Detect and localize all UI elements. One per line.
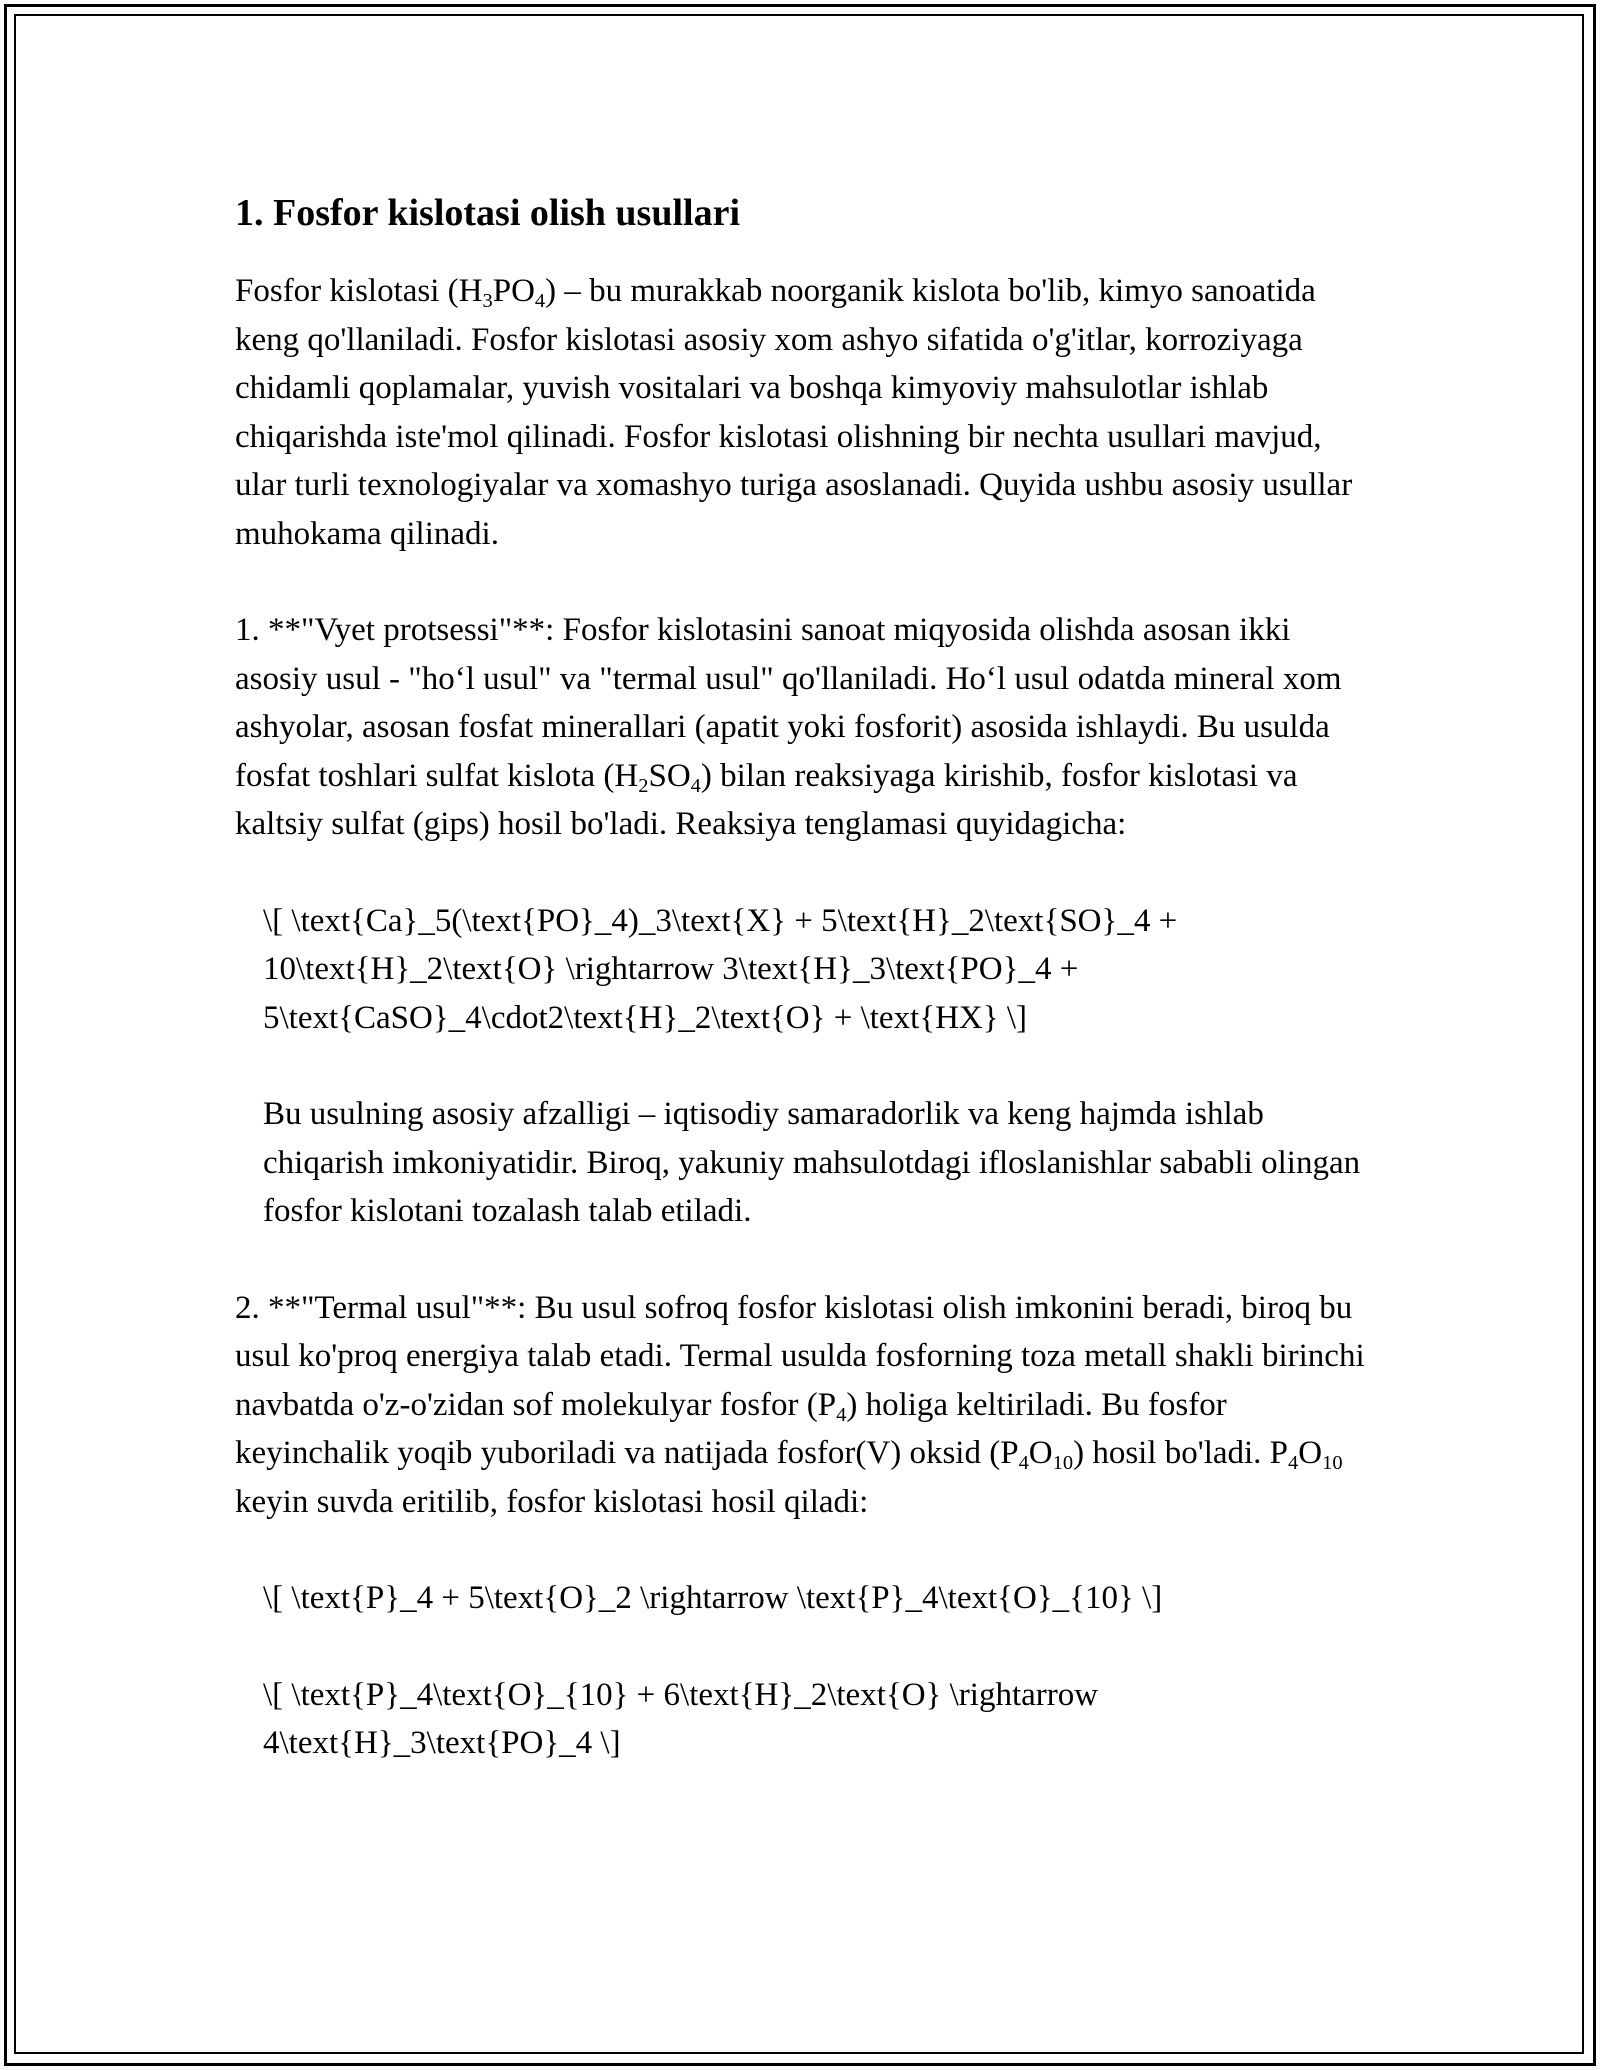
equation-2: \[ \text{P}_4 + 5\text{O}_2 \rightarrow \text{P}_4\text{O}_{10} \] [263, 1580, 1163, 1616]
method1-text-c: ) bilan reaksiyaga kirishib, fosfor kislotasi va kaltsiy sulfat (gips) hosil bo'ladi. Reaksiya tenglamasi quyidagicha: [235, 757, 1298, 842]
intro-sub-1: 3 [482, 290, 493, 313]
intro-text-a: Fosfor kislotasi (H [235, 273, 483, 309]
intro-text-b: PO [492, 273, 535, 309]
method1-text-b: SO [648, 757, 691, 794]
intro-paragraph [235, 267, 1375, 558]
method1-note: Bu usulning asosiy afzalligi – iqtisodiy samaradorlik va keng hajmda ishlab chiqarish imkoniyatidir. Biroq, yakuniy mahsulotdagi ifloslanishlar sababli olingan fosfor kislotani tozalash talab etiladi. [263, 1096, 1361, 1229]
method2-text-a: 2. **"Termal usul"**: Bu usul sofroq fosfor kislotasi olish imkonini beradi, biroq bu usul ko'proq energiya talab etadi. Termal usulda fosforning toza metall shakli birinchi navbatda o'z-o'zidan sof molekulyar fosfor (P [235, 1289, 1365, 1423]
method2-sub-2: 4 [1018, 1452, 1029, 1475]
method2-text-f: keyin suvda eritilib, fosfor kislotasi hosil qiladi: [235, 1483, 869, 1520]
document-body [235, 183, 1375, 1768]
equation-1: \[ \text{Ca}_5(\text{PO}_4)_3\text{X} + 5\text{H}_2\text{SO}_4 + 10\text{H}_2\text{O} \rightarrow 3\text{H}_3\text{PO}_4 + 5\text{CaSO}_4\cdot2\text{H}_2\text{O} + \text{HX} \] [263, 902, 1178, 1036]
method1-text-a: 1. **"Vyet protsessi"**: Fosfor kislotasini sanoat miqyosida olishda asosan ikki asosiy usul - "ho‘l usul" va "termal usul" qo'llaniladi. Ho‘l usul odatda mineral xom ashyolar, asosan fosfat minerallari (apatit yoki fosforit) asosida ishlaydi. Bu usulda fosfat toshlari sulfat kislota (H [235, 612, 1342, 794]
method2-paragraph [235, 1284, 1375, 1527]
method2-sub-4: 4 [1288, 1452, 1299, 1475]
method2-text-c: O [1028, 1435, 1053, 1471]
method2-text-e: O [1298, 1435, 1323, 1471]
method2-sub-5: 10 [1322, 1452, 1343, 1475]
method1-sub-2: 4 [690, 774, 701, 797]
method2-text-b: ) holiga keltiriladi. Bu fosfor keyinchalik yoqib yuboriladi va natijada fosfor(V) oksid (P [235, 1386, 1227, 1471]
method2-sub-1: 4 [836, 1403, 847, 1426]
equation-3: \[ \text{P}_4\text{O}_{10} + 6\text{H}_2\text{O} \rightarrow 4\text{H}_3\text{PO}_4 \] [263, 1676, 1099, 1761]
method2-text-d: ) hosil bo'ladi. P [1073, 1435, 1289, 1471]
method1-sub-1: 2 [638, 774, 649, 797]
section-heading: 1. Fosfor kislotasi olish usullari [235, 192, 741, 234]
intro-sub-2: 4 [534, 290, 546, 313]
intro-text-c: ) – bu murakkab noorganik kislota bo'lib, kimyo sanoatida keng qo'llaniladi. Fosfor kislotasi asosiy xom ashyo sifatida o'g'itlar, korroziyaga chidamli qoplamalar, yuvish vositalari va boshqa kimyoviy mahsulotlar ishlab chiqarishda iste'mol qilinadi. Fosfor kislotasi olishning bir nechta usullari mavjud, ular turli texnologiyalar va xomashyo turiga asoslanadi. Quyida ushbu asosiy usullar muhokama qilinadi. [235, 273, 1353, 552]
method1-paragraph [235, 606, 1375, 849]
method2-sub-3: 10 [1052, 1452, 1074, 1475]
